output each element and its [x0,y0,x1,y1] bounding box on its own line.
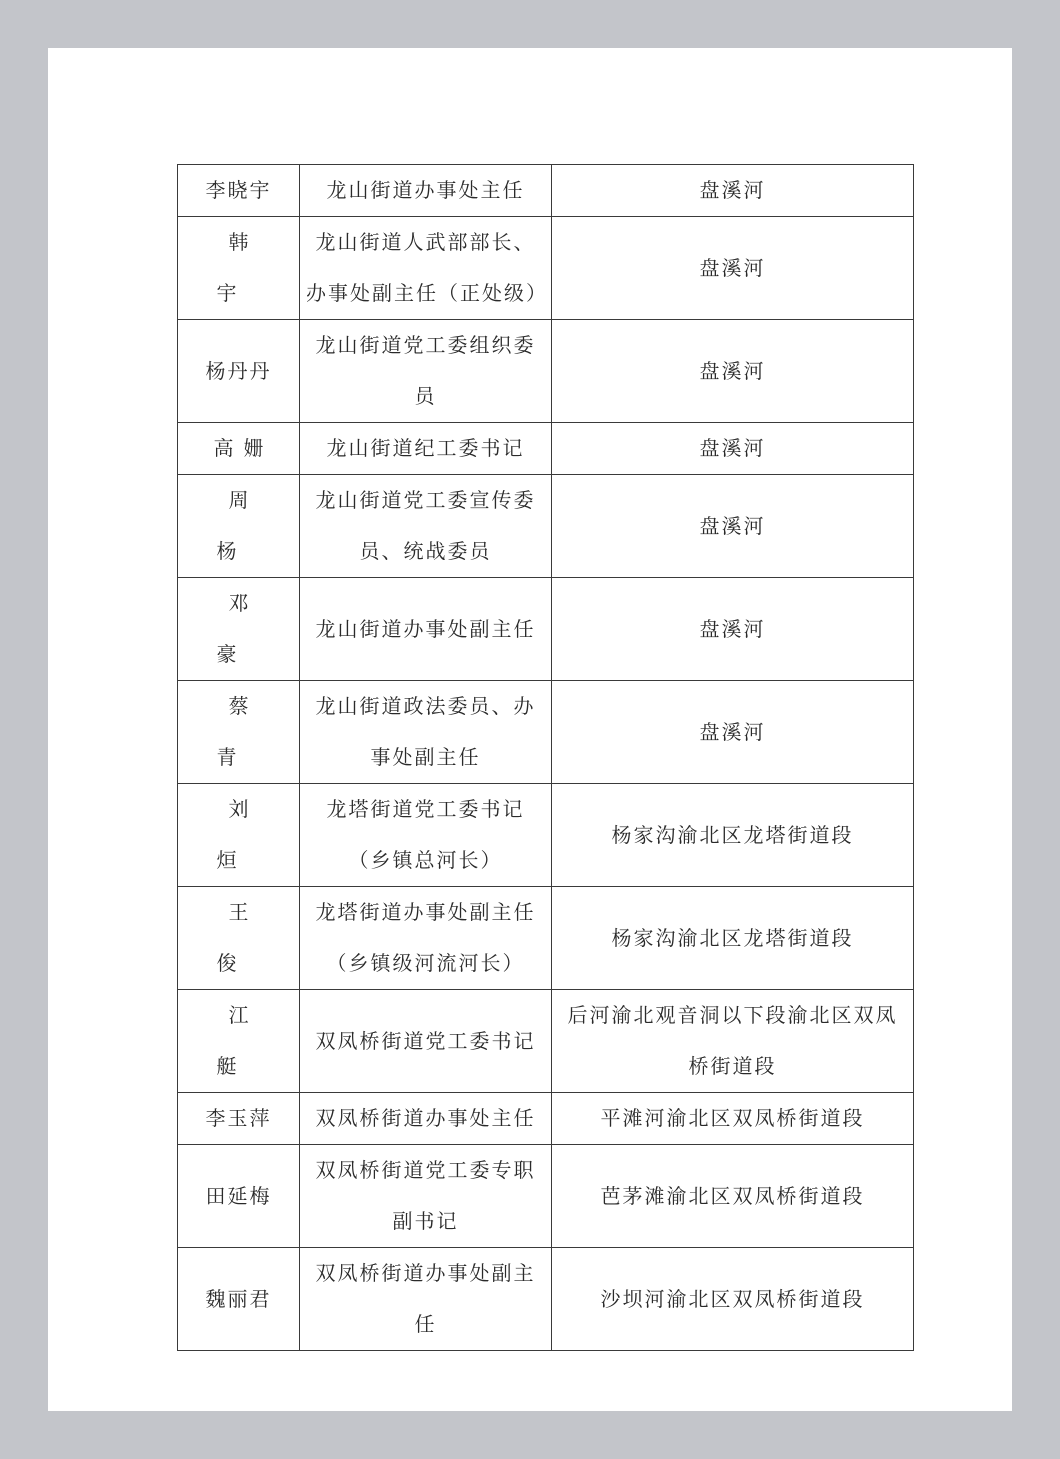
table-row [178,578,914,681]
table-row [178,217,914,320]
table-row [178,681,914,784]
river-cell: 盘溪河 [552,475,914,578]
position-cell: 龙山街道人武部部长、办事处副主任（正处级） [300,217,552,320]
river-cell: 盘溪河 [552,165,914,217]
table-row [178,165,914,217]
table-row [178,784,914,887]
name-cell: 江艇 [178,990,300,1093]
name-cell: 李晓宇 [178,165,300,217]
river-cell: 杨家沟渝北区龙塔街道段 [552,784,914,887]
name-cell: 韩宇 [178,217,300,320]
river-cell: 平滩河渝北区双凤桥街道段 [552,1093,914,1145]
position-cell: 龙山街道党工委宣传委员、统战委员 [300,475,552,578]
river-cell: 盘溪河 [552,320,914,423]
table-row [178,320,914,423]
river-cell: 盘溪河 [552,423,914,475]
name-cell: 周杨 [178,475,300,578]
name-cell: 蔡青 [178,681,300,784]
position-cell: 龙山街道办事处副主任 [300,578,552,681]
river-chief-table [177,164,914,1351]
river-cell: 杨家沟渝北区龙塔街道段 [552,887,914,990]
position-cell: 龙山街道政法委员、办事处副主任 [300,681,552,784]
position-cell: 龙塔街道办事处副主任（乡镇级河流河长） [300,887,552,990]
position-cell: 龙山街道办事处主任 [300,165,552,217]
position-cell: 龙山街道党工委组织委员 [300,320,552,423]
name-cell: 王俊 [178,887,300,990]
river-cell: 后河渝北观音洞以下段渝北区双凤桥街道段 [552,990,914,1093]
river-cell: 盘溪河 [552,578,914,681]
table-row [178,1093,914,1145]
position-cell: 双凤桥街道党工委书记 [300,990,552,1093]
river-cell: 盘溪河 [552,681,914,784]
table-row [178,990,914,1093]
name-cell: 魏丽君 [178,1248,300,1351]
table-row [178,887,914,990]
position-cell: 双凤桥街道党工委专职副书记 [300,1145,552,1248]
position-cell: 双凤桥街道办事处主任 [300,1093,552,1145]
table-row [178,423,914,475]
table-row [178,1248,914,1351]
name-cell: 李玉萍 [178,1093,300,1145]
river-cell: 芭茅滩渝北区双凤桥街道段 [552,1145,914,1248]
table-row [178,1145,914,1248]
position-cell: 双凤桥街道办事处副主任 [300,1248,552,1351]
position-cell: 龙塔街道党工委书记（乡镇总河长） [300,784,552,887]
river-cell: 沙坝河渝北区双凤桥街道段 [552,1248,914,1351]
name-cell: 高姗 [178,423,300,475]
name-cell: 邓豪 [178,578,300,681]
document-page [48,48,1012,1411]
river-cell: 盘溪河 [552,217,914,320]
name-cell: 刘烜 [178,784,300,887]
position-cell: 龙山街道纪工委书记 [300,423,552,475]
name-cell: 杨丹丹 [178,320,300,423]
table-row [178,475,914,578]
name-cell: 田延梅 [178,1145,300,1248]
